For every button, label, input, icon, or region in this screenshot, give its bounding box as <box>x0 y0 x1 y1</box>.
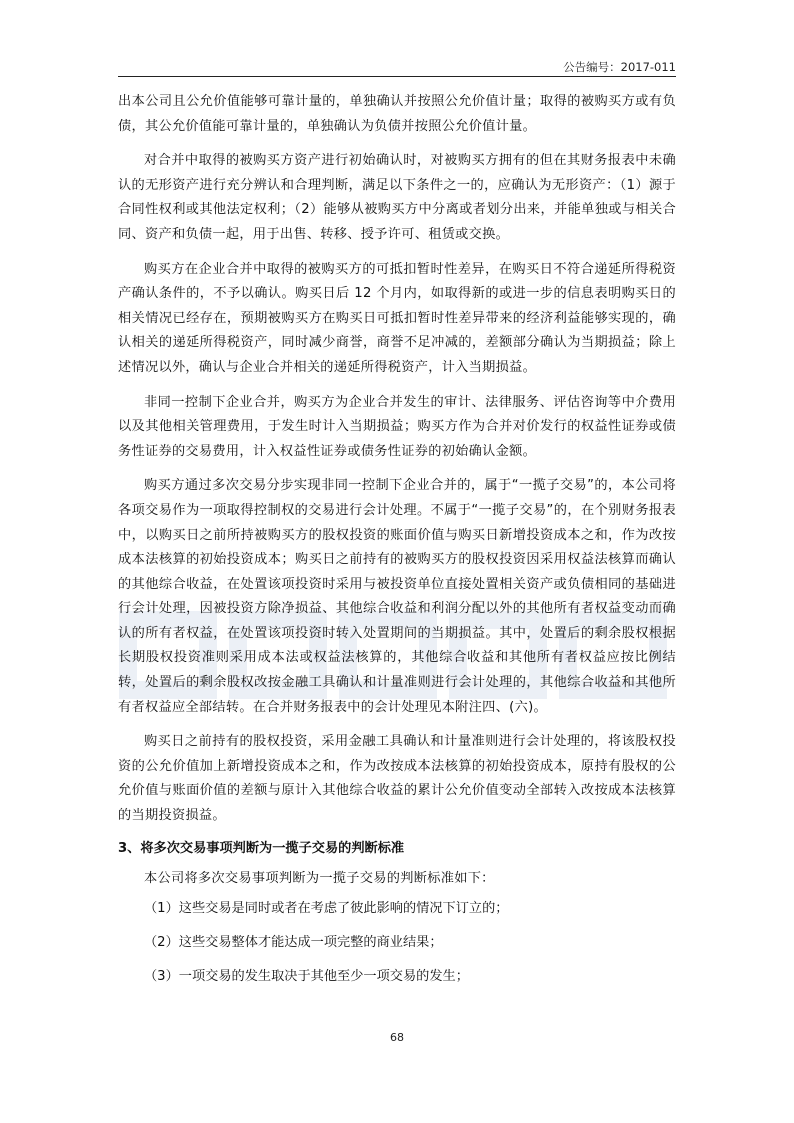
criteria-item-3: （3）一项交易的发生取决于其他至少一项交易的发生； <box>144 968 469 984</box>
notice-number: 公告编号：2017-011 <box>563 60 676 74</box>
criteria-item-2: （2）这些交易整体才能达成一项完整的商业结果； <box>144 934 443 950</box>
paragraph-2: 对合并中取得的被购买方资产进行初始确认时，对被购买方拥有的但在其财务报表中未确认的无形资产进行充分辨认和合理判断，满足以下条件之一的，应确认为无形资产：（1）源于合同性权利或其他法定权利；（2）能够从被购买方中分离或者划分出来，并能单独或与相关合同、资产和负债一起，用于出售、转移、授予许可、租赁或交换。 <box>118 153 676 242</box>
header-divider <box>118 76 676 77</box>
section-heading: 3、将多次交易事项判断为一揽子交易的判断标准 <box>118 840 405 856</box>
section-intro: 本公司将多次交易事项判断为一揽子交易的判断标准如下： <box>144 871 495 887</box>
paragraph-4: 非同一控制下企业合并，购买方为企业合并发生的审计、法律服务、评估咨询等中介费用以及其他相关管理费用，于发生时计入当期损益；购买方作为合并对价发行的权益性证券或债务性证券的交易费用，计入权益性证券或债务性证券的初始确认金额。 <box>118 394 676 459</box>
page-number: 68 <box>390 1031 404 1044</box>
document-body <box>118 90 676 994</box>
criteria-item-1: （1）这些交易是同时或者在考虑了彼此影响的情况下订立的； <box>144 900 509 916</box>
paragraph-1: 出本公司且公允价值能够可靠计量的，单独确认并按照公允价值计量；取得的被购买方或有负债，其公允价值能可靠计量的，单独确认为负债并按照公允价值计量。 <box>118 94 676 134</box>
paragraph-6: 购买日之前持有的股权投资，采用金融工具确认和计量准则进行会计处理的，将该股权投资的公允价值加上新增投资成本之和，作为改按成本法核算的初始投资成本，原持有股权的公允价值与账面价值的差额与原计入其他综合收益的累计公允价值变动全部转入改按成本法核算的当期投资损益。 <box>118 734 676 824</box>
paragraph-5: 购买方通过多次交易分步实现非同一控制下企业合并的，属于“一揽子交易”的，本公司将各项交易作为一项取得控制权的交易进行会计处理。不属于“一揽子交易”的，在个别财务报表中，以购买日之前所持被购买方的股权投资的账面价值与购买日新增投资成本之和，作为改按成本法核算的初始投资成本；购买日之前持有的被购买方的股权投资因采用权益法核算而确认的其他综合收益，在处置该项投资时采用与被投资单位直接处置相关资产或负债相同的基础进行会计处理，因被投资方除净损益、其他综合收益和利润分配以外的其他所有者权益变动而确认的所有者权益，在处置该项投资时转入处置期间的当期损益。其中，处置后的剩余股权根据长期股权投资准则采用成本法或权益法核算的，其他综合收益和其他所有者权益应按比例结转，处置后的剩余股权改按金融工具确认和计量准则进行会计处理的，其他综合收益和其他所有者权益应全部结转。在合并财务报表中的会计处理见本附注四、(六)。 <box>118 478 676 715</box>
paragraph-3: 购买方在企业合并中取得的被购买方的可抵扣暂时性差异，在购买日不符合递延所得税资产确认条件的，不予以确认。购买日后 12 个月内，如取得新的或进一步的信息表明购买日的相关情况已经存在，预期被购买方在购买日可抵扣暂时性差异带来的经济利益能够实现的，确认相关的递延所得税资产，同时减少商誉，商誉不足冲减的，差额部分确认为当期损益；除上述情况以外，确认与企业合并相关的递延所得税资产，计入当期损益。 <box>118 261 676 375</box>
